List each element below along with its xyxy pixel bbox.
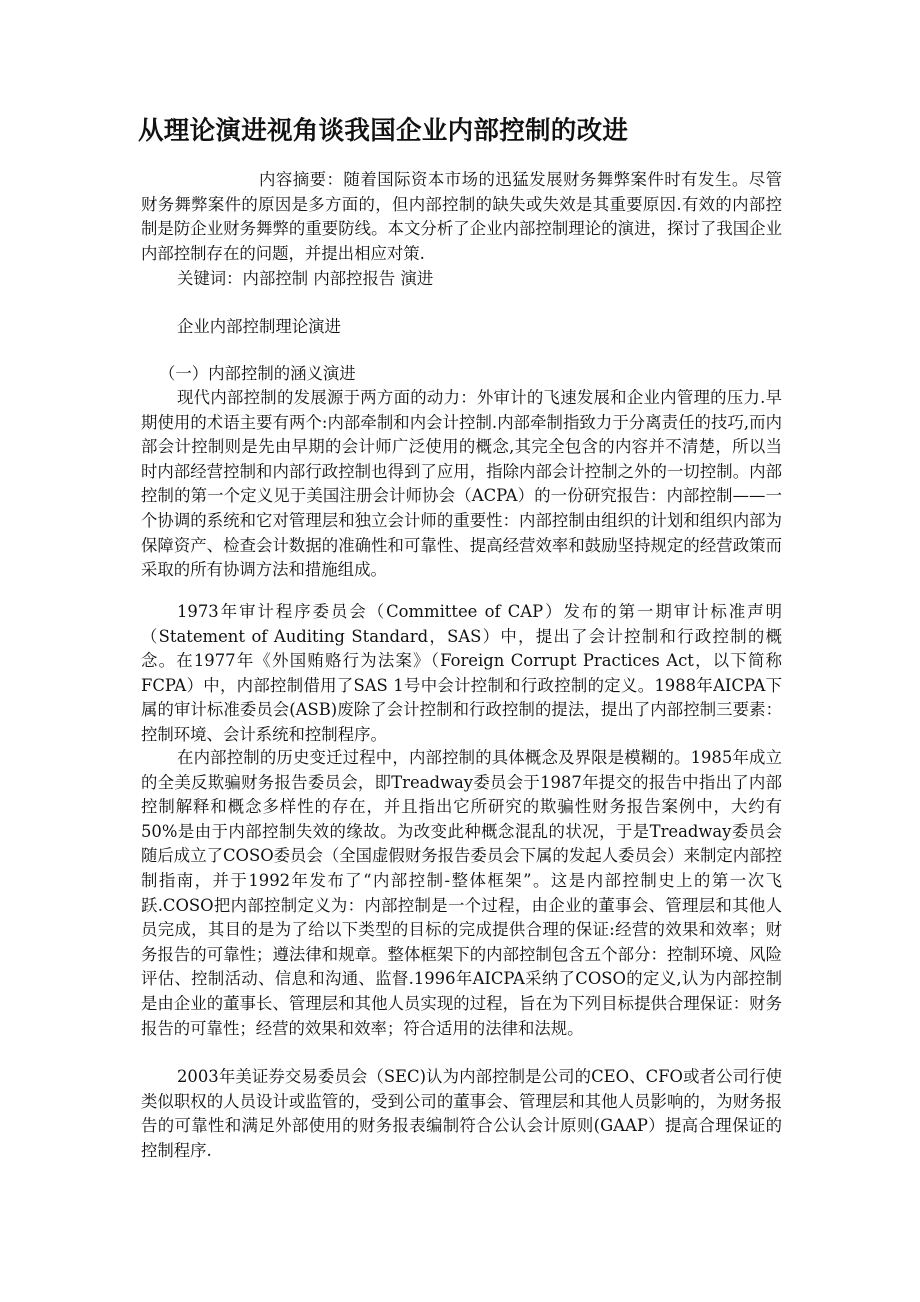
section-heading: 企业内部控制理论演进 [177,317,341,336]
body-paragraph-2: 1973年审计程序委员会（Committee of CAP）发布的第一期审计标准声明（Statement of Auditing Standard，SAS）中，提出了会计控制和行政控制的概念。在1977年《外国贿赂行为法案》（Foreign Corrupt Practices Act，以下简称FCPA）中，内部控制借用了SAS 1号中会计控制和行政控制的定义。1988年AICPA下属的审计标准委员会(ASB)废除了会计控制和行政控制的提法，提出了内部控制三要素：控制环境、会计系统和控制程序。 [141,602,782,744]
body-paragraph-1: 现代内部控制的发展源于两方面的动力：外审计的飞速发展和企业内管理的压力.早期使用的术语主要有两个:内部牵制和内会计控制.内部牵制指致力于分离责任的技巧,而内部会计控制则是先由早期的会计师广泛使用的概念,其完全包含的内容并不清楚，所以当时内部经营控制和内部行政控制也得到了应用，指除内部会计控制之外的一切控制。内部控制的第一个定义见于美国注册会计师协会（ACPA）的一份研究报告：内部控制——一个协调的系统和它对管理层和独立会计师的重要性：内部控制由组织的计划和组织内部为保障资产、检查会计数据的准确性和可靠性、提高经营效率和鼓励坚持规定的经营政策而采取的所有协调方法和措施组成。 [141,388,782,580]
body-paragraph-3: 在内部控制的历史变迁过程中，内部控制的具体概念及界限是模糊的。1985年成立的全美反欺骗财务报告委员会，即Treadway委员会于1987年提交的报告中指出了内部控制解释和概念多样性的存在，并且指出它所研究的欺骗性财务报告案例中，大约有50%是由于内部控制失效的缘故。为改变此种概念混乱的状况，于是Treadway委员会随后成立了COSO委员会（全国虚假财务报告委员会下属的发起人委员会）来制定内部控制指南，并于1992年发布了“内部控制-整体框架”。这是内部控制史上的第一次飞跃.COSO把内部控制定义为：内部控制是一个过程，由企业的董事会、管理层和其他人员完成，其目的是为了给以下类型的目标的完成提供合理的保证:经营的效果和效率；财务报告的可靠性；遵法律和规章。整体框架下的内部控制包含五个部分：控制环境、风险评估、控制活动、信息和沟通、监督.1996年AICPA采纳了COSO的定义,认为内部控制是由企业的董事长、管理层和其他人员实现的过程，旨在为下列目标提供合理保证：财务报告的可靠性；经营的效果和效率；符合适用的法律和法规。 [141,748,782,1038]
subsection-heading: （一）内部控制的涵义演进 [159,364,356,383]
keywords-line: 关键词：内部控制 内部控报告 演进 [177,269,434,288]
abstract-paragraph: 内容摘要：随着国际资本市场的迅猛发展财务舞弊案件时有发生。尽管财务舞弊案件的原因是多方面的，但内部控制的缺失或失效是其重要原因.有效的内部控制是防企业财务舞弊的重要防线。本文分析了企业内部控制理论的演进，探讨了我国企业内部控制存在的问题，并提出相应对策. [141,170,782,263]
body-paragraph-4: 2003年美证券交易委员会（SEC)认为内部控制是公司的CEO、CFO或者公司行使类似职权的人员设计或监管的，受到公司的董事会、管理层和其他人员影响的，为财务报告的可靠性和满足外部使用的财务报表编制符合公认会计原则(GAAP）提高合理保证的控制程序. [141,1067,782,1160]
document-title: 从理论演进视角谈我国企业内部控制的改进 [138,116,629,146]
